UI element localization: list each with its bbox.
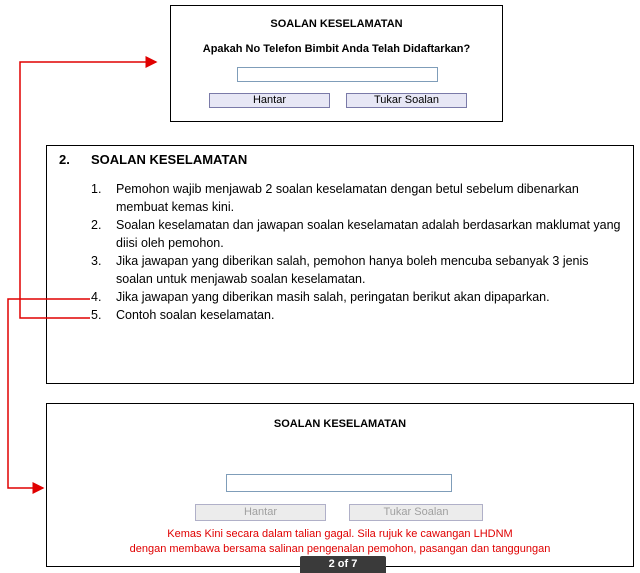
section-title: SOALAN KESELAMATAN (91, 152, 248, 167)
error-message-line1: Kemas Kini secara dalam talian gagal. Sila rujuk ke cawangan LHDNM (167, 528, 513, 540)
list-item: 5. Contoh soalan keselamatan. (91, 308, 275, 322)
list-item: 4. Jika jawapan yang diberikan masih salah, peringatan berikut akan dipaparkan. (91, 290, 550, 304)
list-item: 3. Jika jawapan yang diberikan salah, pemohon hanya boleh mencuba sebanyak 3 jenis soalan untuk menjawab soalan keselamatan. (91, 254, 589, 286)
list-item: 2. Soalan keselamatan dan jawapan soalan keselamatan adalah berdasarkan maklumat yang diisi oleh pemohon. (91, 218, 621, 250)
change-question-button[interactable]: Tukar Soalan (346, 93, 467, 108)
security-question-text: Apakah No Telefon Bimbit Anda Telah Didaftarkan? (202, 43, 471, 55)
submit-button-disabled: Hantar (195, 504, 326, 521)
page-indicator: 2 of 7 (300, 556, 386, 573)
change-question-button-disabled: Tukar Soalan (349, 504, 483, 521)
arrow-to-top-dialog (20, 62, 156, 318)
list-item: 1. Pemohon wajib menjawab 2 soalan keselamatan dengan betul sebelum dibenarkan membuat kemas kini. (91, 182, 579, 214)
dialog-title: SOALAN KESELAMATAN (270, 18, 403, 30)
section-number: 2. (59, 152, 70, 167)
error-message-line2: dengan membawa bersama salinan pengenalan pemohon, pasangan dan tanggungan (129, 543, 551, 555)
submit-button[interactable]: Hantar (209, 93, 330, 108)
dialog-title: SOALAN KESELAMATAN (273, 418, 407, 430)
arrow-to-bottom-dialog (8, 299, 90, 488)
